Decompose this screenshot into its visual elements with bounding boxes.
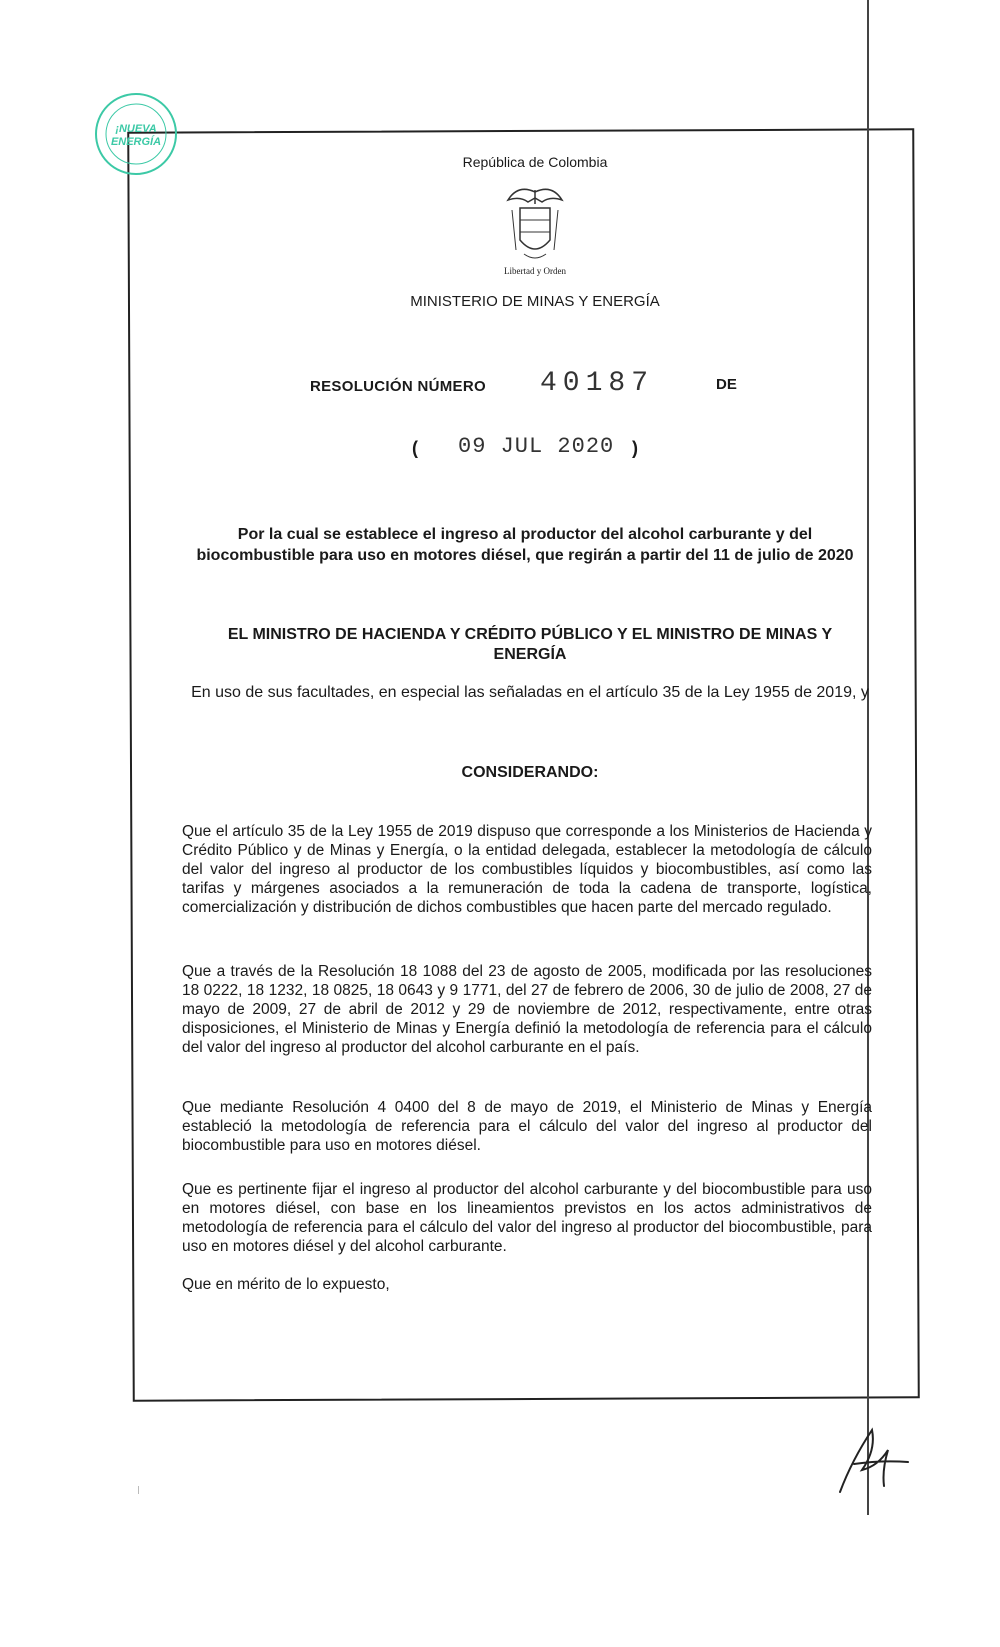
- considering-heading: CONSIDERANDO:: [461, 764, 599, 781]
- considering-paragraph: Que a través de la Resolución 18 1088 del 23 de agosto de 2005, modificada por las resoluciones 18 0222, 18 1232, 18 0825, 18 0643 y 9 1771, del 27 de febrero de 2006, 30 de julio de 2008, 27 de mayo de 2009, 27 de abril de 2012 y 29 de noviembre de 2012, respectivamente, entre otras disposiciones, el Ministerio de Minas y Energía definió la metodología de referencia para el cálculo del valor del ingreso al productor del alcohol carburante en el país.: [182, 963, 872, 1056]
- considering-paragraph: Que mediante Resolución 4 0400 del 8 de mayo de 2019, el Ministerio de Minas y Energía estableció la metodología de referencia para el cálculo del valor del ingreso al productor del biocombustible para uso en motores diésel.: [182, 1099, 872, 1154]
- resolution-label: RESOLUCIÓN NÚMERO: [310, 378, 486, 395]
- resolution-subject: Por la cual se establece el ingreso al productor del alcohol carburante y del biocombustible para uso en motores diésel, que regirán a partir del 11 de julio de 2020: [196, 526, 854, 564]
- resolution-date: 09 JUL 2020: [458, 434, 615, 459]
- svg-text:¡NUEVA: ¡NUEVA: [115, 123, 157, 135]
- national-motto: Libertad y Orden: [504, 266, 566, 276]
- resolution-de-label: DE: [716, 376, 737, 393]
- date-paren-close: ): [632, 438, 638, 458]
- resolution-number: 40187: [540, 368, 655, 399]
- country-name: República de Colombia: [462, 154, 608, 170]
- issuing-authority: EL MINISTRO DE HACIENDA Y CRÉDITO PÚBLICO Y EL MINISTRO DE MINAS Y ENERGÍA: [227, 626, 833, 663]
- legal-powers: En uso de sus facultades, en especial las señaladas en el artículo 35 de la Ley 1955 de 2019, y: [191, 684, 869, 701]
- considering-paragraph: Que el artículo 35 de la Ley 1955 de 2019 dispuso que corresponde a los Ministerios de Hacienda y Crédito Público y de Minas y Energía, o la entidad delegada, establecer la metodología de cálculo del valor del ingreso al productor de los combustibles líquidos y biocombustibles, así como las tarifas y márgenes asociados a la remuneración de toda la cadena de transporte, logística, comercialización y distribución de dichos combustibles que hacen parte del mercado regulado.: [182, 823, 872, 916]
- coat-of-arms-icon: [498, 180, 572, 280]
- considering-paragraph: Que en mérito de lo expuesto,: [182, 1276, 390, 1293]
- nueva-energia-stamp: [92, 90, 180, 178]
- date-paren-open: (: [412, 438, 418, 458]
- signature-initial: [832, 1420, 912, 1500]
- scan-mark: [138, 1486, 139, 1494]
- considering-paragraph: Que es pertinente fijar el ingreso al productor del alcohol carburante y del biocombustible para uso en motores diésel, con base en los lineamientos previstos en los actos administrativos de metodología de referencia para el cálculo del valor del ingreso al productor del biocombustible, para uso en motores diésel y del alcohol carburante.: [182, 1181, 872, 1255]
- svg-text:ENERGÍA: ENERGÍA: [110, 136, 162, 148]
- ministry-name: MINISTERIO DE MINAS Y ENERGÍA: [410, 293, 660, 310]
